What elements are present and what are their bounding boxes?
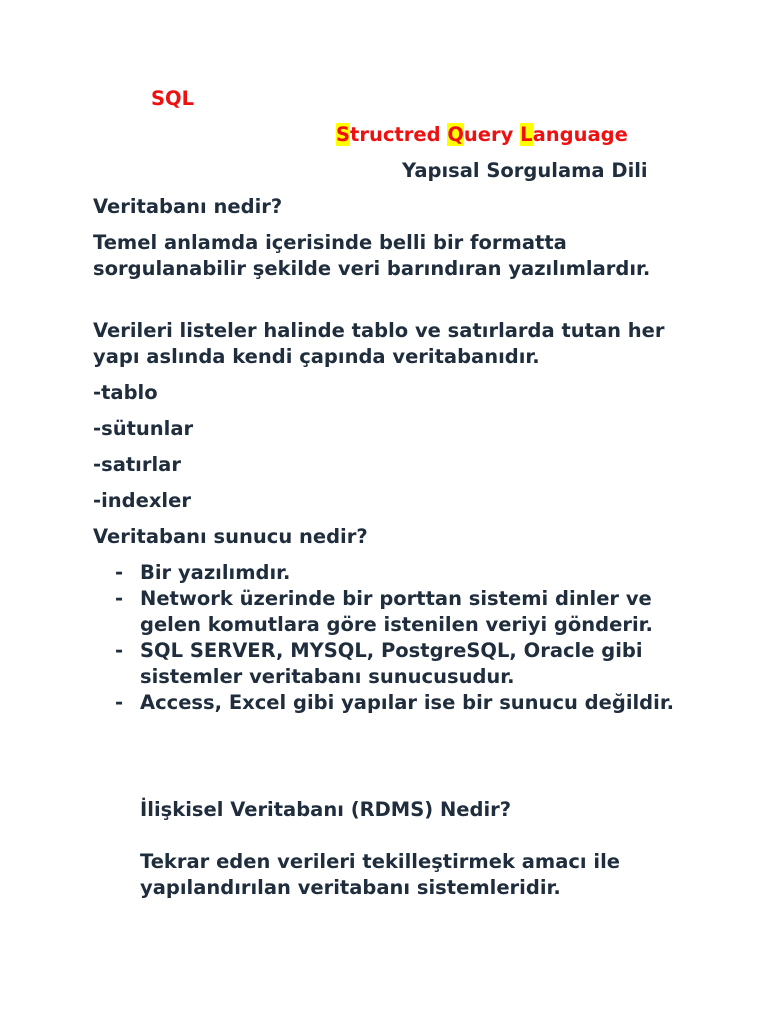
list-item	[93, 690, 693, 716]
highlight-l: L	[520, 123, 533, 146]
item-satirlar: -satırlar	[93, 453, 181, 476]
bullet-text: Access, Excel gibi yapılar ise bir sunucu değildir.	[140, 691, 675, 714]
title-abbreviation: SQL	[151, 87, 195, 110]
section2-heading: Veritabanı sunucu nedir?	[93, 525, 368, 548]
section3-heading: İlişkisel Veritabanı (RDMS) Nedir?	[140, 798, 512, 821]
list-item	[93, 586, 693, 638]
section3-paragraph: Tekrar eden verileri tekilleştirmek amacı ile yapılandırılan veritabanı sistemleridir.	[140, 850, 620, 899]
section1-paragraph1: Temel anlamda içerisinde belli bir formatta sorgulanabilir şekilde veri barındıran yazılımlardır.	[93, 231, 651, 280]
bullet-text: SQL SERVER, MYSQL, PostgreSQL, Oracle gibi sistemler veritabanı sunucusudur.	[140, 639, 643, 688]
item-sutunlar: -sütunlar	[93, 417, 194, 440]
item-indexler: -indexler	[93, 489, 191, 512]
highlight-q: Q	[447, 123, 464, 146]
bullet-dash: -	[115, 639, 124, 662]
bullet-dash: -	[115, 561, 124, 584]
highlight-s: S	[336, 123, 351, 146]
list-item	[93, 638, 693, 690]
bullet-text: Network üzerinde bir porttan sistemi dinler ve gelen komutlara göre istenilen veriyi gönderir.	[140, 587, 653, 636]
section1-paragraph2: Verileri listeler halinde tablo ve satırlarda tutan her yapı aslında kendi çapında veritabanıdır.	[93, 319, 665, 368]
bullet-text: Bir yazılımdır.	[140, 561, 291, 584]
title-translation: Yapısal Sorgulama Dili	[402, 159, 648, 182]
bullet-dash: -	[115, 691, 124, 714]
bullet-dash: -	[115, 587, 124, 610]
title-word-language: anguage	[532, 123, 628, 146]
server-bullet-list	[93, 560, 693, 716]
section1-heading: Veritabanı nedir?	[93, 195, 283, 218]
title-expansion	[336, 122, 628, 148]
title-word-structred: tructred	[350, 123, 448, 146]
list-item	[93, 560, 693, 586]
title-word-query: uery	[463, 123, 521, 146]
item-tablo: -tablo	[93, 381, 158, 404]
